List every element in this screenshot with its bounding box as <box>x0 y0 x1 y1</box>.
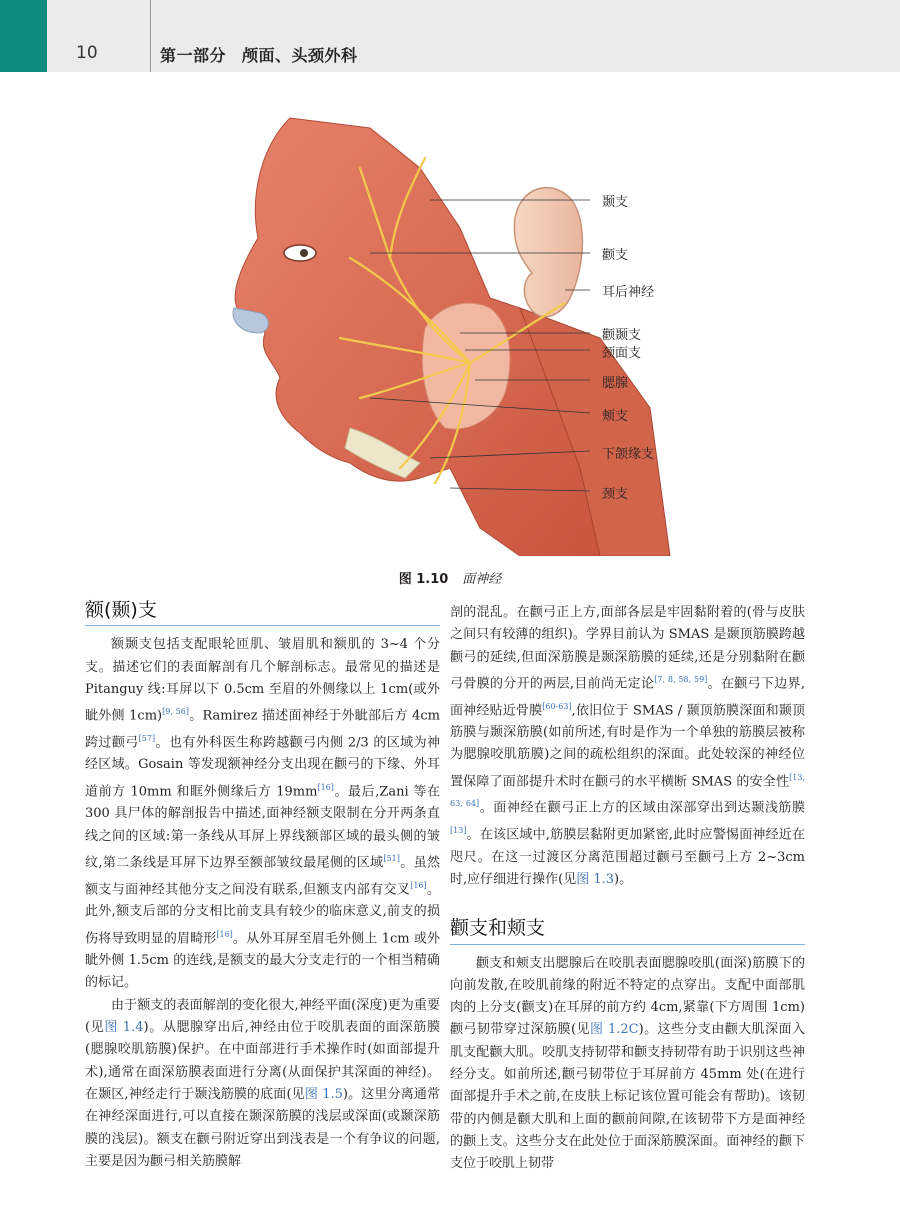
section-heading-zygomatic-buccal: 颧支和颊支 <box>450 911 805 944</box>
citation[interactable]: [16] <box>317 782 334 792</box>
left-column <box>85 593 440 1173</box>
citation[interactable]: [57] <box>138 733 156 743</box>
label-zygomatic-branch: 颧支 <box>602 248 629 263</box>
right-column <box>450 602 805 1175</box>
citation[interactable]: [7, 8, 58, 59] <box>654 674 708 684</box>
figure-link[interactable]: 图 1.5 <box>304 1086 343 1102</box>
citation[interactable]: [60-63] <box>542 701 572 711</box>
label-zygomaticotemporal-branch: 颧颞支 <box>602 328 642 343</box>
label-posterior-auricular-nerve: 耳后神经 <box>602 285 655 300</box>
figure-number: 图 1.10 <box>398 572 449 587</box>
label-cervicofacial-branch: 颈面支 <box>602 346 642 361</box>
figure-link[interactable]: 图 1.2C <box>589 1022 639 1038</box>
citation[interactable]: [16] <box>216 929 233 939</box>
citation[interactable]: [51] <box>383 853 400 863</box>
part-subject: 颅面、头颈外科 <box>242 46 358 65</box>
facial-nerve-figure <box>220 108 690 556</box>
paragraph: 由于额支的表面解剖的变化很大,神经平面(深度)更为重要(见图 1.4)。从腮腺穿出后,神经由位于咬肌表面的面深筋膜(腮腺咬肌筋膜)保护。在中面部进行手术操作时(如面部提升术),通常在面深筋膜表面进行分离(从面保护其深面的神经)。在颞区,神经走行于颞浅筋膜的底面(见图 1.5)。这里分离通常在神经深面进行,可以直接在颞深筋膜的浅层或深面(或颞深筋膜的浅层)。额支在颧弓附近穿出到浅表是一个有争议的问题,主要是因为颧弓相关筋膜解 <box>85 997 441 1169</box>
figure-link[interactable]: 图 1.4 <box>104 1020 144 1036</box>
citation[interactable]: [13, 63, 64] <box>450 772 805 809</box>
citation[interactable]: [16] <box>410 880 427 890</box>
header-divider <box>150 0 151 72</box>
paragraph: 颧支和颊支出腮腺后在咬肌表面腮腺咬肌(面深)筋膜下的向前发散,在咬肌前缘的附近不特定的点穿出。支配中面部肌肉的上分支(颧支)在耳屏的前方约 4cm,紧靠(下方周围 1cm)颧弓韧带穿过深筋膜(见图 1.2C)。这些分支由颧大肌深面入肌支配颧大肌。咬肌支持韧带和颧支持韧带有助于识别这些神经分支。如前所述,颧弓韧带位于耳屏前方 45mm 处(在进行面部提升手术之前,在皮肤上标记该位置可能会有帮助)。该韧带的内侧是颧大肌和上面的颧前间隙,在该韧带下方是面神经的颧上支。这些分支在此处位于面深筋膜深面。面神经的颧下支位于咬肌上韧带 <box>450 955 805 1172</box>
label-marginal-mandibular-branch: 下颌缘支 <box>602 447 655 462</box>
label-cervical-branch: 颈支 <box>602 487 629 502</box>
label-buccal-branch: 颊支 <box>602 409 629 424</box>
label-temporal-branch: 颞支 <box>602 195 629 210</box>
part-title <box>160 43 374 66</box>
figure-caption-text: 面神经 <box>462 572 502 587</box>
citation[interactable]: [13] <box>450 825 467 835</box>
figure-link[interactable]: 图 1.3 <box>576 871 615 887</box>
part-label: 第一部分 <box>160 46 227 65</box>
figure-caption <box>0 568 900 587</box>
ear <box>514 188 582 317</box>
page-number: 10 <box>76 43 98 63</box>
label-parotid-gland: 腮腺 <box>602 376 629 391</box>
paragraph: 额颞支包括支配眼轮匝肌、皱眉肌和额肌的 3~4 个分支。描述它们的表面解剖有几个解剖标志。最常见的描述是 Pitanguy 线:耳屏以下 0.5cm 至眉的外侧缘以上 1cm(或外眦外侧 1cm)[9, 56]。Ramirez 描述面神经于外眦部后方 4cm 跨过颧弓[57]。也有外科医生称跨越颧弓内侧 2/3 的区域为神经区域。Gosain 等发现额神经分支出现在颧弓的下缘、外耳道前方 10mm 和眶外侧缘后方 19mm[16]。最后,Zani 等在 300 具尸体的解剖报告中描述,面神经额支限制在分开两条直线之间的区域:第一条线从耳屏上界线额部区域的最头侧的皱纹,第二条线是耳屏下边界至额部皱纹最尾侧的区域[51]。虽然额支与面神经其他分支之间没有联系,但额支内部有交叉[16]。此外,额支后部的分支相比前支具有较少的临床意义,前支的损伤将导致明显的眉畸形[16]。从外耳屏至眉毛外侧上 1cm 或外眦外侧 1.5cm 的连线,是额支的最大分支走行的一个相当精确的标记。 <box>85 637 440 991</box>
section-heading-frontal-branch: 额(颞)支 <box>85 593 440 626</box>
paragraph: 剖的混乱。在颧弓正上方,面部各层是牢固黏附着的(骨与皮肤之间只有较薄的组织)。学界目前认为 SMAS 是颞顶筋膜跨越颧弓的延续,但面深筋膜是颞深筋膜的延续,还是分别黏附在颧弓骨膜的分开的两层,目前尚无定论[7, 8, 58, 59]。在颧弓下边界,面神经贴近骨膜[60-63],依旧位于 SMAS / 颞顶筋膜深面和颞顶筋膜与颞深筋膜(如前所述,有时是作为一个单独的筋膜层被称为腮腺咬肌筋膜)之间的疏松组织的深面。此处较深的神经位置保障了面部提升术时在颧弓的水平横断 SMAS 的安全性[13, 63, 64]。面神经在颧弓正上方的区域由深部穿出到达颞浅筋膜[13]。在该区域中,筋膜层黏附更加紧密,此时应警惕面神经近在咫尺。在这一过渡区分离范围超过颧弓至颧弓上方 2~3cm 时,应仔细进行操作(见图 1.3)。 <box>450 605 805 887</box>
citation[interactable]: [9, 56] <box>162 707 189 717</box>
header-color-tab <box>0 0 47 72</box>
